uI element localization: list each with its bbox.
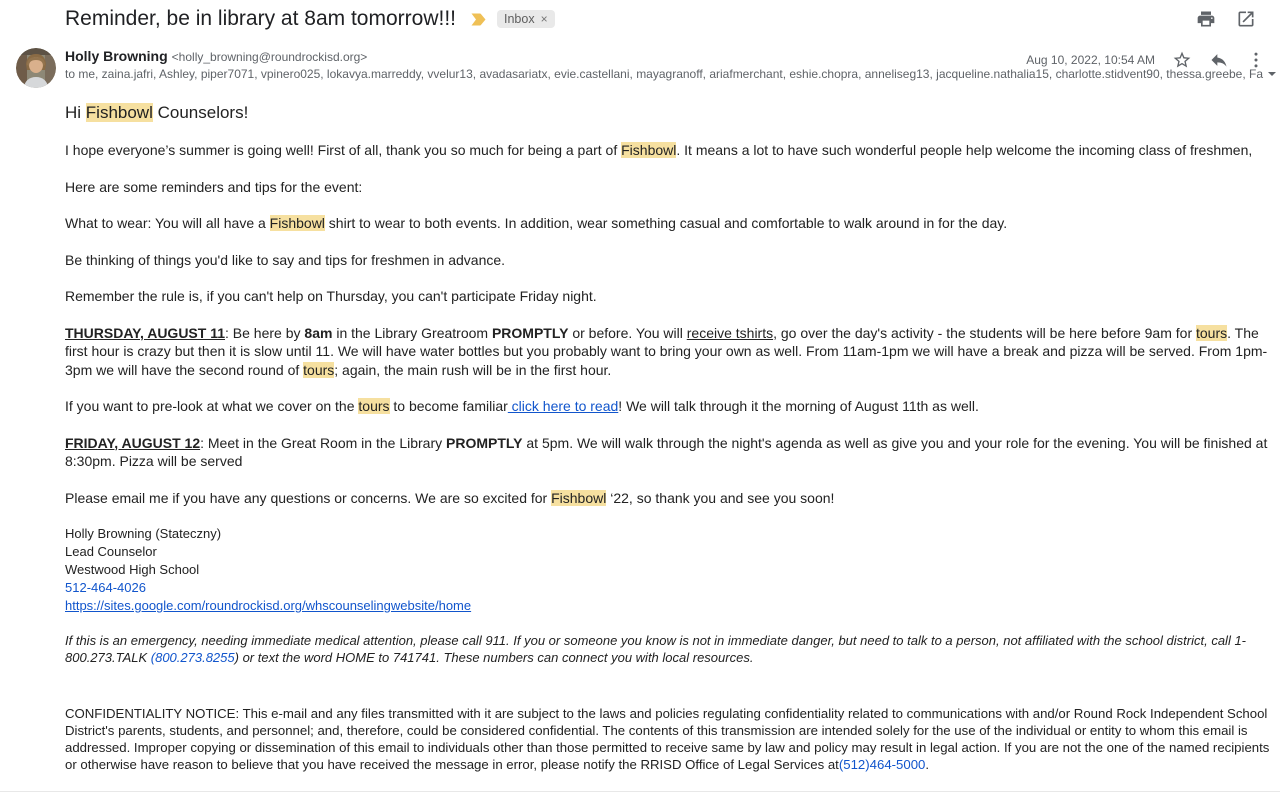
styled-text: FRIDAY, AUGUST 12 xyxy=(65,434,201,451)
email-paragraph: Please email me if you have any questions or concerns. We are so excited for Fishbowl ‘22, so thank you and see you soon! xyxy=(65,489,835,506)
highlighted-text: Fishbowl xyxy=(85,103,153,122)
email-paragraph xyxy=(65,579,1272,597)
email-link[interactable]: (512)464-5000 xyxy=(838,757,926,772)
remove-label-icon[interactable]: × xyxy=(540,12,548,26)
email-link[interactable]: click here to read xyxy=(507,398,619,414)
sender-name: Holly Browning xyxy=(65,48,168,64)
email-paragraph: Here are some reminders and tips for the event: xyxy=(65,178,363,195)
styled-text: THURSDAY, AUGUST 11 xyxy=(65,324,226,341)
styled-text: PROMPTLY xyxy=(491,324,569,341)
email-link[interactable]: (800.273.8255 xyxy=(150,650,235,665)
email-paragraph: FRIDAY, AUGUST 12: Meet in the Great Room in the Library PROMPTLY at 5pm. We will walk through the night's agenda as well as give you and your role for the evening. You will be finished at 8:30pm. Pizza will be served xyxy=(65,434,1268,469)
important-marker-icon[interactable] xyxy=(470,12,487,27)
recipients-text: to me, zaina.jafri, Ashley, piper7071, vpinero025, lokavya.marreddy, vvelur13, avadasariatx, evie.castellani, mayagranoff, ariafmerchant, eshie.chopra, anneliseg13, jacqueline.nathalia15, charlotte.stidvent90, thessa.greebe, Fa xyxy=(65,67,1264,81)
email-paragraph: Remember the rule is, if you can't help on Thursday, you can't participate Friday night. xyxy=(65,288,597,304)
message-date: Aug 10, 2022, 10:54 AM xyxy=(1026,53,1155,67)
email-paragraph: CONFIDENTIALITY NOTICE: This e-mail and any files transmitted with it are subject to the laws and policies regulating confidentiality related to communications with and/or Round Rock Independent School District's parents, students, and personnel; and, therefore, could be considered confidential. The contents of this transmission are intended solely for the use of the individual or entity to whom this email is addressed. Improper copying or dissemination of this email to individuals other than those permitted to receive same by law and policy may result in legal action. If you are not the one of the named recipients or otherwise have reason to believe that you have received the message in error, please notify the RRISD Office of Legal Services at(512)464-5000. xyxy=(65,706,1270,772)
highlighted-text: Fishbowl xyxy=(621,142,677,158)
message-meta xyxy=(1026,48,1266,70)
styled-text: receive tshirts xyxy=(686,324,774,341)
email-link[interactable]: 512-464-4026 xyxy=(65,580,146,595)
sender-row xyxy=(0,31,1280,88)
highlighted-text: Fishbowl xyxy=(269,215,325,231)
email-paragraph: Hi Fishbowl Counselors! xyxy=(65,103,249,122)
sender-email: <holly_browning@roundrockisd.org> xyxy=(171,50,368,64)
email-paragraph: THURSDAY, AUGUST 11: Be here by 8am in the Library Greatroom PROMPTLY or before. You will receive tshirts, go over the day's activity - the students will be here before 9am for tours. The first hour is crazy but then it is slow until 11. We will have water bottles but you probably want to bring your own as well. From 11am-1pm we will have a break and pizza will be served. From 1pm-3pm we will have the second round of tours; again, the main rush will be in the first hour. xyxy=(65,324,1268,378)
highlighted-text: tours xyxy=(303,361,335,378)
highlighted-text: Fishbowl xyxy=(551,489,607,506)
bottom-divider xyxy=(0,791,1280,792)
email-paragraph: Holly Browning (Stateczny) xyxy=(65,526,222,541)
email-subject: Reminder, be in library at 8am tomorrow!!! xyxy=(65,7,456,30)
reply-icon[interactable] xyxy=(1209,50,1229,70)
email-paragraph: Be thinking of things you'd like to say and tips for freshmen in advance. xyxy=(65,251,506,268)
email-body xyxy=(0,88,1280,773)
highlighted-text: tours xyxy=(1196,324,1228,341)
email-paragraph xyxy=(65,597,1272,615)
styled-text: PROMPTLY xyxy=(446,434,523,451)
inbox-label-chip[interactable] xyxy=(497,10,555,28)
inbox-label-text: Inbox xyxy=(503,12,535,26)
email-paragraph: Lead Counselor xyxy=(65,544,157,559)
avatar[interactable] xyxy=(16,48,56,88)
more-vert-icon[interactable] xyxy=(1246,50,1266,70)
print-icon[interactable] xyxy=(1196,9,1216,29)
styled-text: 8am xyxy=(304,324,333,341)
email-paragraph: If you want to pre-look at what we cover on the tours to become familiar click here to read! We will talk through it the morning of August 11th as well. xyxy=(65,398,979,414)
email-link[interactable]: https://sites.google.com/roundrockisd.org/whscounselingwebsite/home xyxy=(65,598,472,613)
subject-row xyxy=(0,0,1280,31)
open-in-new-icon[interactable] xyxy=(1236,9,1256,29)
email-paragraph: What to wear: You will all have a Fishbowl shirt to wear to both events. In addition, wear something casual and comfortable to walk around in for the day. xyxy=(65,215,1008,231)
email-paragraph: I hope everyone’s summer is going well! First of all, thank you so much for being a part of Fishbowl. It means a lot to have such wonderful people help welcome the incoming class of freshmen, xyxy=(65,142,1253,158)
highlighted-text: tours xyxy=(358,398,390,414)
email-paragraph: If this is an emergency, needing immediate medical attention, please call 911. If you or someone you know is not in immediate danger, but need to talk to a person, not affiliated with the school district, call 1-800.273.TALK (800.273.8255) or text the word HOME to 741741. These numbers can connect you with local resources. xyxy=(65,633,1247,665)
email-paragraph: Westwood High School xyxy=(65,562,200,577)
chevron-down-icon[interactable] xyxy=(1268,72,1276,76)
recipients-line[interactable] xyxy=(65,67,1264,81)
star-icon[interactable] xyxy=(1172,50,1192,70)
